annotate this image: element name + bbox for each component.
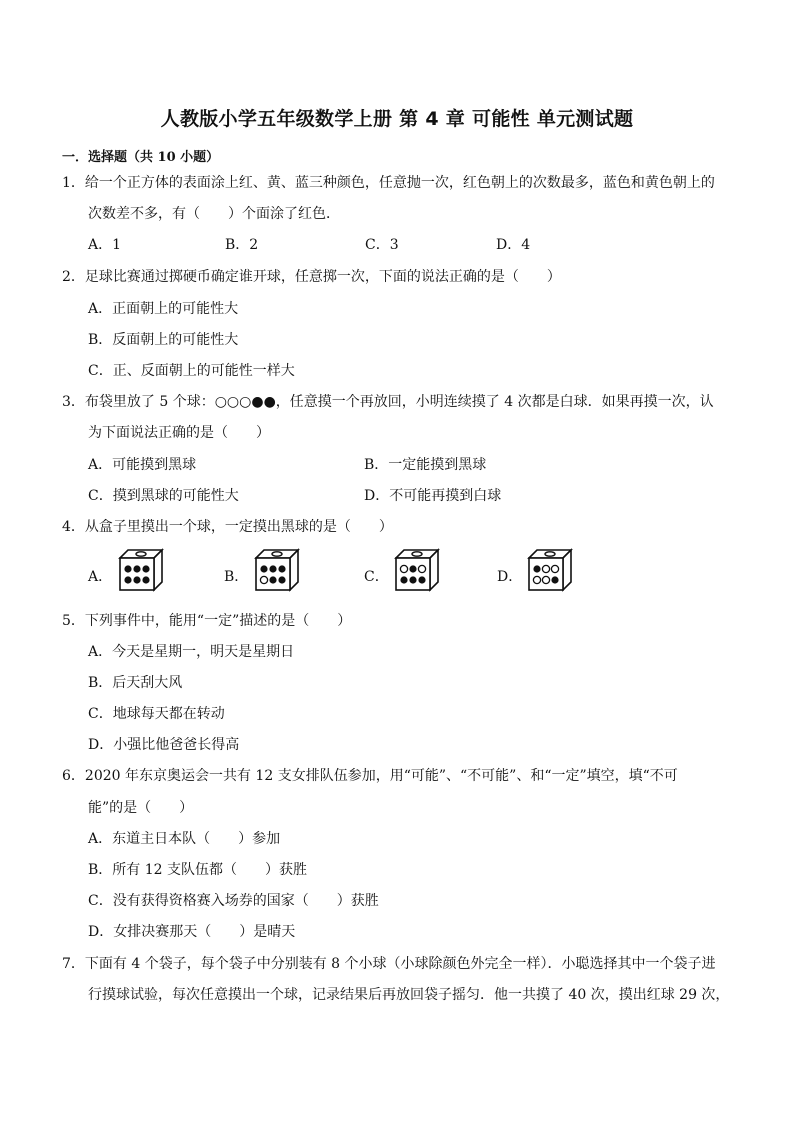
ball-box-icon [525,548,573,592]
option-a[interactable]: A．正面朝上的可能性大 [88,301,239,317]
option-a[interactable]: A．今天是星期一，明天是星期日 [88,644,295,660]
option-c[interactable]: C．3 [365,237,399,253]
question-2-text: 2．足球比赛通过掷硬币确定谁开球，任意掷一次，下面的说法正确的是（ ） [62,269,561,285]
option-b[interactable]: B．反面朝上的可能性大 [88,332,239,348]
option-label: A． [88,569,113,585]
option-a[interactable]: A．可能摸到黑球 [88,457,197,473]
option-label: D． [497,569,523,585]
question-6-text-cont: 能”的是（ ） [88,800,194,816]
question-3-text: 3．布袋里放了 5 个球：○○○●●，任意摸一个再放回，小明连续摸了 4 次都是白球．如果再摸一次，认 [62,394,714,410]
question-3-text-cont: 为下面说法正确的是（ ） [88,425,270,441]
ball-box-icon [252,548,300,592]
option-b[interactable]: B．一定能摸到黑球 [364,457,487,473]
question-4-text: 4．从盒子里摸出一个球，一定摸出黑球的是（ ） [62,519,393,535]
option-label: C． [364,569,389,585]
option-d[interactable]: D．4 [496,237,531,253]
option-b[interactable]: B．2 [225,237,259,253]
option-b[interactable]: B．后天刮大风 [88,675,183,691]
question-7-text: 7．下面有 4 个袋子，每个袋子中分别装有 8 个小球（小球除颜色外完全一样）．小聪选择其中一个袋子进 [62,956,716,972]
option-d[interactable]: D．小强比他爸爸长得高 [88,737,240,753]
question-6-text: 6．2020 年东京奥运会一共有 12 支女排队伍参加，用“可能”、“不可能”、和“一定”填空，填“不可 [62,768,678,784]
ball-box-icon [392,548,440,592]
option-c[interactable]: C．摸到黑球的可能性大 [88,488,239,504]
question-1-text: 1．给一个正方体的表面涂上红、黄、蓝三种颜色，任意抛一次，红色朝上的次数最多，蓝色和黄色朝上的 [62,175,715,191]
option-c[interactable]: C．没有获得资格赛入场券的国家（ ）获胜 [88,893,379,909]
option-c[interactable]: C．正、反面朝上的可能性一样大 [88,363,295,379]
option-a[interactable]: A．东道主日本队（ ）参加 [88,831,281,847]
section-heading: 一．选择题（共 10 小题） [62,150,220,165]
option-d[interactable]: D．不可能再摸到白球 [364,488,502,504]
ball-box-icon [116,548,164,592]
question-1-text-cont: 次数差不多，有（ ）个面涂了红色． [88,206,340,222]
page-title: 人教版小学五年级数学上册 第 4 章 可能性 单元测试题 [160,108,634,130]
question-7-text-cont: 行摸球试验，每次任意摸出一个球，记录结果后再放回袋子摇匀．他一共摸了 40 次，摸出红球 29 次， [88,987,730,1003]
option-c[interactable]: C．地球每天都在转动 [88,706,225,722]
option-label: B． [224,569,249,585]
option-d[interactable]: D．女排决赛那天（ ）是晴天 [88,924,296,940]
question-5-text: 5．下列事件中，能用“一定”描述的是（ ） [62,613,352,629]
option-a[interactable]: A．1 [88,237,122,253]
option-b[interactable]: B．所有 12 支队伍都（ ）获胜 [88,862,308,878]
